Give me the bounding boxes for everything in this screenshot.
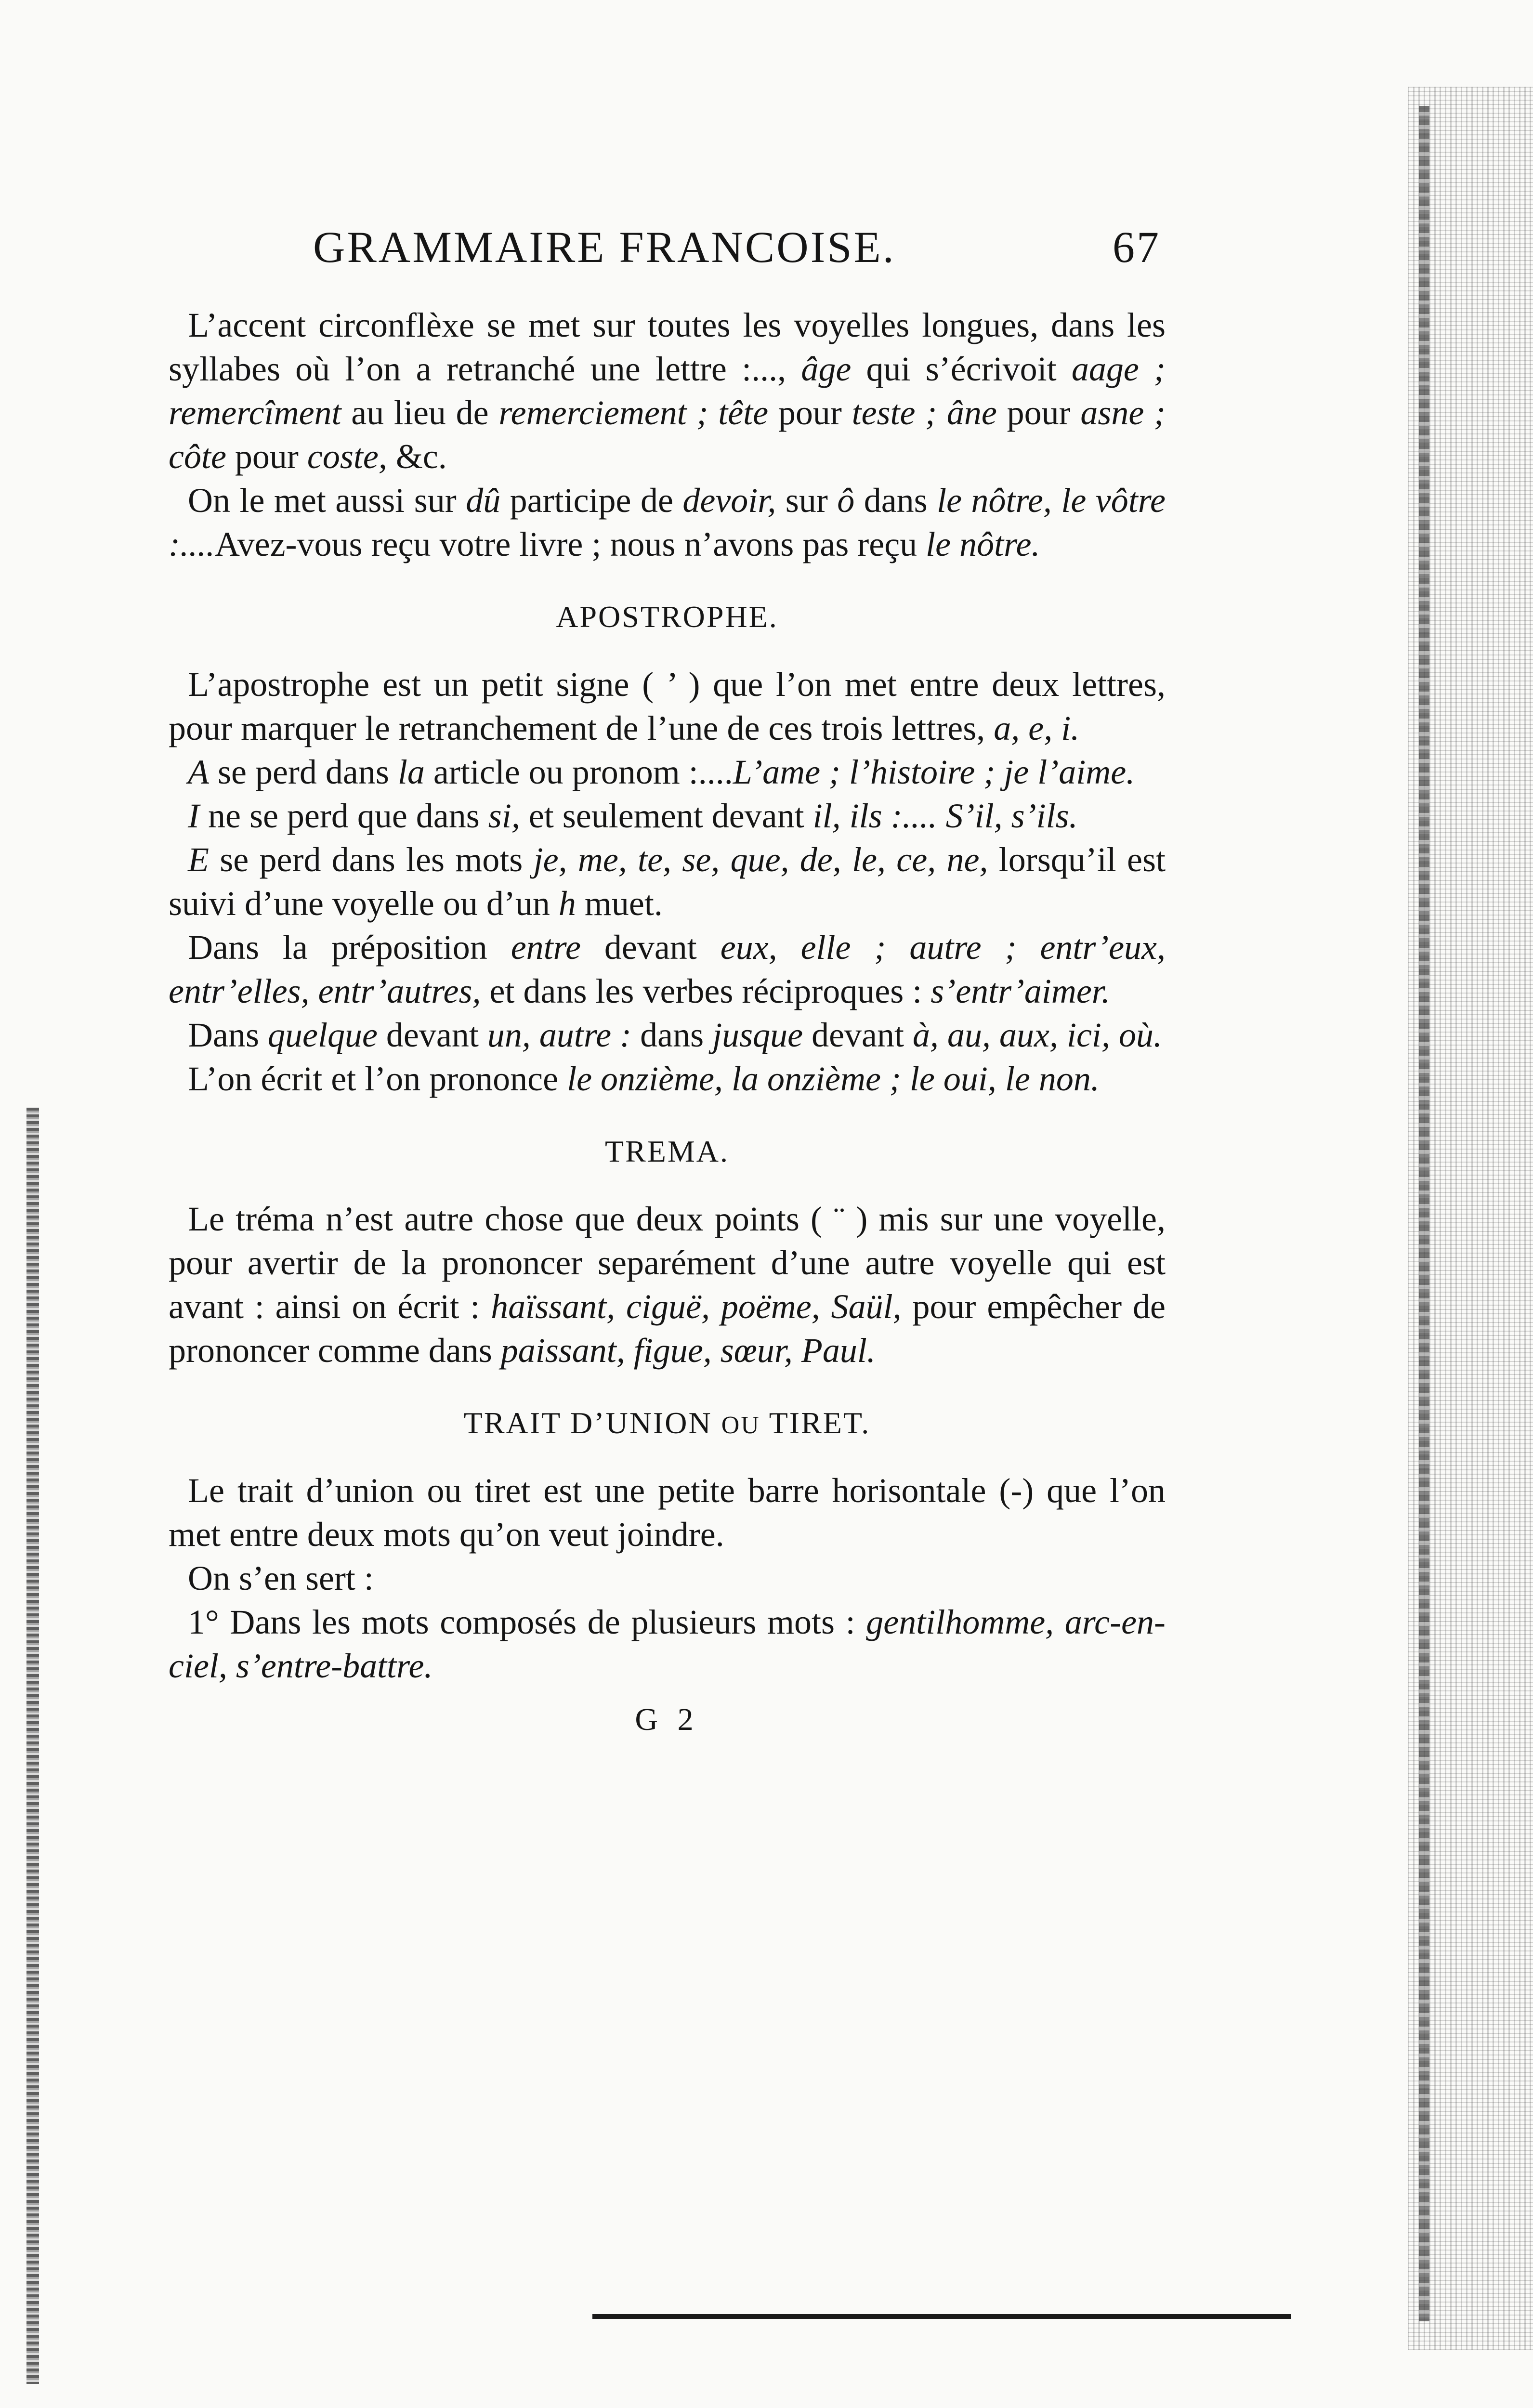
heading-trema: TREMA.: [605, 1134, 729, 1168]
signature-mark: G 2: [635, 1702, 699, 1737]
paragraph-apostrophe-1: L’apostrophe est un petit signe ( ’ ) que l’on met entre deux lettres, pour marquer le retranchement de l’une de ces trois lettres, a, e, i.: [169, 665, 1166, 747]
page-edge-bar: [1419, 106, 1429, 2321]
running-header: [169, 222, 1166, 303]
paragraph-trait-3: 1° Dans les mots composés de plusieurs mots : gentilhomme, arc-en-ciel, s’entre-battre.: [169, 1603, 1166, 1685]
paragraph-apostrophe-7: L’on écrit et l’on prononce le onzième, la onzième ; le oui, le non.: [188, 1060, 1100, 1098]
heading-trait-union: TRAIT D’UNION OU TIRET.: [463, 1406, 871, 1440]
paragraph-trait-1: Le trait d’union ou tiret est une petite barre horisontale (-) que l’on met entre deux mots qu’on veut joindre.: [169, 1471, 1166, 1554]
page-number: 67: [1113, 222, 1161, 272]
paragraph-trema-1: Le tréma n’est autre chose que deux points ( ¨ ) mis sur une voyelle, pour avertir de la prononcer separément d’une autre voyelle qui est avant : ainsi on écrit : haïssant, ciguë, poëme, Saül, pour empêcher de prononcer comme dans paissant, figue, sœur, Paul.: [169, 1200, 1166, 1370]
paragraph-apostrophe-6: Dans quelque devant un, autre : dans jusque devant à, au, aux, ici, où.: [188, 1016, 1162, 1054]
paragraph-circonflexe-1: L’accent circonflèxe se met sur toutes les voyelles longues, dans les syllabes où l’on a retranché une lettre :..., âge qui s’écrivoit aage ; remercîment au lieu de remerciement ; tête pour teste ; âne pour asne ; côte pour coste, &c.: [169, 306, 1166, 476]
page-body: [169, 222, 1166, 1738]
paragraph-apostrophe-5: Dans la préposition entre devant eux, elle ; autre ; entr’eux, entr’elles, entr’autres, et dans les verbes réciproques : s’entr’aimer.: [169, 928, 1166, 1010]
running-title: GRAMMAIRE FRANCOISE.: [313, 222, 896, 272]
paragraph-trait-2: On s’en sert :: [188, 1559, 374, 1597]
heading-apostrophe: APOSTROPHE.: [556, 600, 778, 634]
paragraph-apostrophe-3: I ne se perd que dans si, et seulement devant il, ils :.... S’il, s’ils.: [188, 797, 1078, 835]
paragraph-apostrophe-4: E se perd dans les mots je, me, te, se, que, de, le, ce, ne, lorsqu’il est suivi d’une voyelle ou d’un h muet.: [169, 840, 1166, 923]
paragraph-circonflexe-2: On le met aussi sur dû participe de devoir, sur ô dans le nôtre, le vôtre :....Avez-vous reçu votre livre ; nous n’avons pas reçu le nôtre.: [169, 481, 1166, 563]
bottom-rule: [592, 2314, 1291, 2319]
book-spine-shadow: [26, 1108, 39, 2384]
paragraph-apostrophe-2: A se perd dans la article ou pronom :....L’ame ; l’histoire ; je l’aime.: [188, 753, 1135, 791]
